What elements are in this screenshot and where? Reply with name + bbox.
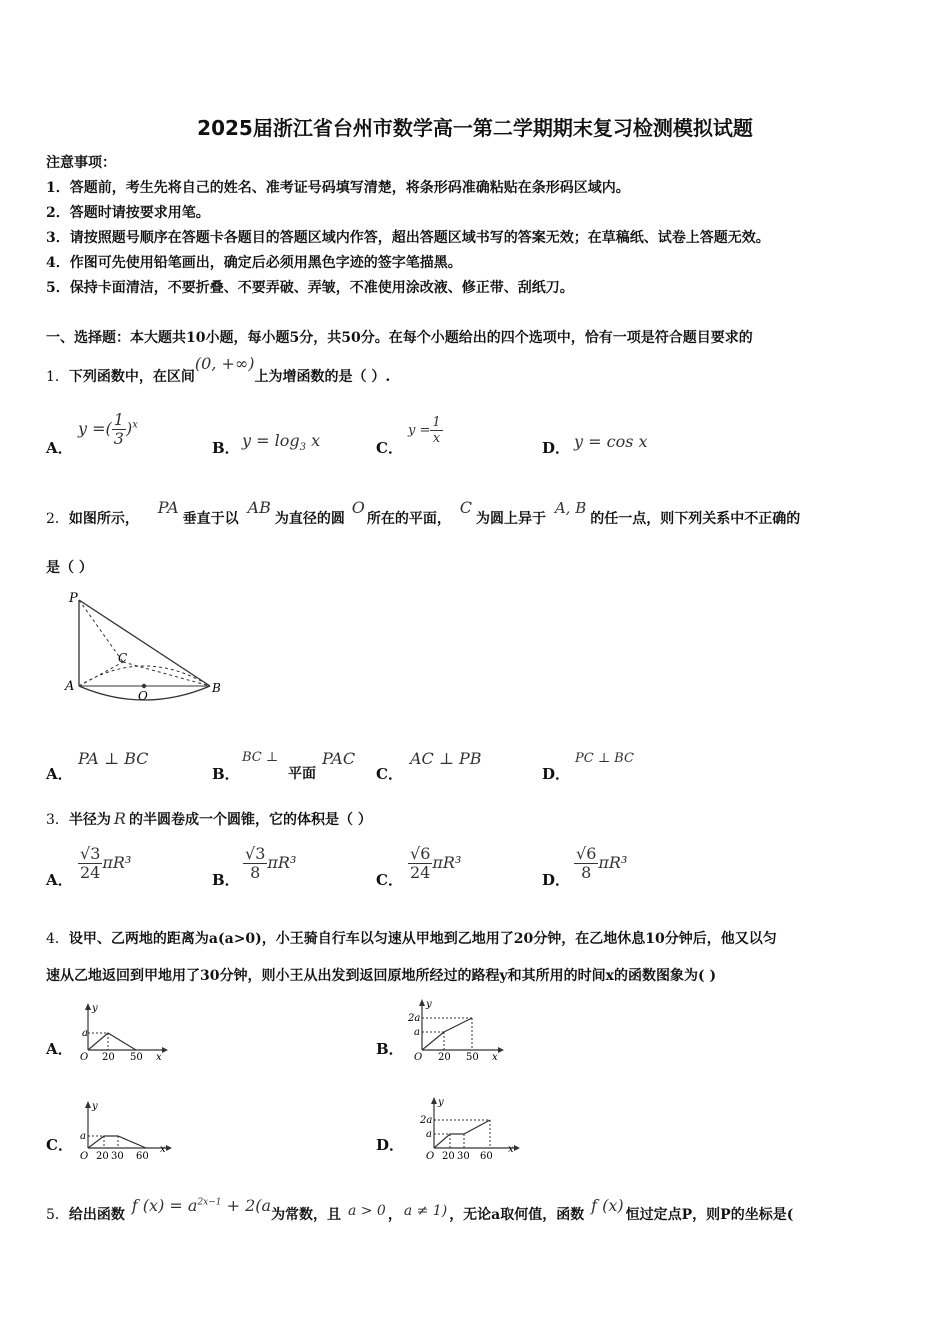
q2-option-b-text: 平面 xyxy=(288,766,316,782)
notice-item: 1．答题前，考生先将自己的姓名、准考证号码填写清楚，将条形码准确粘贴在条形码区域内。 xyxy=(46,180,630,196)
denominator: 24 xyxy=(80,863,101,882)
y-label-a: a xyxy=(82,1028,88,1039)
q1-option-b-expr xyxy=(242,431,320,453)
q3-text: 的半圆卷成一个圆锥，它的体积是（ ） xyxy=(128,812,372,828)
segment-pc xyxy=(79,600,123,662)
y-axis-arrow xyxy=(431,1097,437,1104)
q2-text: 的任一点，则下列关系中不正确的 xyxy=(590,511,801,527)
question-5-stem xyxy=(46,1196,794,1224)
y-axis-arrow xyxy=(85,1101,91,1108)
notice-item: 2．答题时请按要求用笔。 xyxy=(46,205,210,221)
q3-option-b-label[interactable]: B． xyxy=(212,871,240,889)
q2-option-b-expr: BC ⊥ xyxy=(242,750,279,765)
x-tick: 30 xyxy=(457,1151,470,1162)
q5-text: 给出函数 xyxy=(68,1207,125,1223)
q1-text-pre: 下列函数中，在区间 xyxy=(68,369,195,385)
q1-option-c-label[interactable]: C． xyxy=(376,439,403,457)
q2-text: 为圆上异于 xyxy=(475,511,546,527)
x-tick: 20 xyxy=(96,1151,109,1162)
q1-option-a-label[interactable]: A． xyxy=(46,439,73,457)
denominator: x xyxy=(432,431,441,446)
origin-label: O xyxy=(426,1151,435,1162)
q1-interval: (0, +∞) xyxy=(194,354,255,373)
question-4-stem-line2: 速从乙地返回到甲地用了30分钟，则小王从出发到返回原地所经过的路程y和其所用的时间x的函数图象为( ) xyxy=(46,968,717,984)
x-axis-arrow xyxy=(162,1047,168,1053)
x-tick: 20 xyxy=(442,1151,455,1162)
notice-item: 4．作图可先使用铅笔画出，确定后必须用黑色字迹的签字笔描黑。 xyxy=(46,255,462,271)
question-number: 4． xyxy=(46,931,69,947)
fraction xyxy=(243,845,267,882)
exponent: 2x−1 xyxy=(197,1197,222,1208)
q4-graph-d xyxy=(420,1096,520,1164)
expr-tail: πR³ xyxy=(102,853,132,872)
q2-math: C xyxy=(459,498,472,517)
y-label-2a: 2a xyxy=(408,1013,421,1024)
numerator: √3 xyxy=(245,844,266,863)
question-1-stem xyxy=(46,354,391,386)
x-axis-label: x xyxy=(156,1052,162,1062)
q3-option-b-expr xyxy=(243,845,296,882)
q3-text: 半径为 xyxy=(68,812,111,828)
numerator: √6 xyxy=(576,844,597,863)
q5-text: 恒过定点P，则P的坐标是( xyxy=(625,1207,794,1223)
label-c: C xyxy=(118,651,128,665)
y-axis-label: y xyxy=(92,1003,98,1014)
expr-tail: πR³ xyxy=(432,853,462,872)
q4-graph-c xyxy=(76,1100,172,1162)
question-number: 1． xyxy=(46,369,69,385)
x-tick: 20 xyxy=(102,1052,115,1062)
graph-line xyxy=(88,1033,136,1050)
page-title: 2025届浙江省台州市数学高一第二学期期末复习检测模拟试题 xyxy=(197,116,753,140)
numerator: √3 xyxy=(80,844,101,863)
denominator: 3 xyxy=(113,429,124,448)
denominator: 24 xyxy=(410,863,431,882)
question-2-stem xyxy=(46,498,801,528)
q2-option-a-label[interactable]: A． xyxy=(46,765,73,783)
q2-option-b-label[interactable]: B． xyxy=(212,765,240,783)
q2-text: 如图所示， xyxy=(68,511,139,527)
x-tick: 50 xyxy=(466,1052,479,1062)
q3-option-a-label[interactable]: A． xyxy=(46,871,73,889)
y-label-a: a xyxy=(80,1131,86,1142)
expr-part: y = log xyxy=(242,431,300,450)
y-label-2a: 2a xyxy=(420,1115,433,1126)
fraction xyxy=(408,845,432,882)
q2-text: 所在的平面， xyxy=(366,511,451,527)
exponent: x xyxy=(132,419,138,431)
q1-text-post: 上为增函数的是（ ）. xyxy=(254,369,391,385)
q2-option-b-expr2: PAC xyxy=(322,749,356,768)
x-tick: 30 xyxy=(111,1151,124,1162)
x-axis-arrow xyxy=(514,1145,520,1151)
expr-part: f (x) = a xyxy=(131,1196,198,1215)
origin-label: O xyxy=(80,1052,89,1062)
question-2-stem-line2: 是（ ） xyxy=(46,560,93,576)
q4-option-c-label[interactable]: C． xyxy=(46,1136,73,1154)
x-tick: 60 xyxy=(480,1151,493,1162)
question-number: 5． xyxy=(46,1207,69,1223)
q5-condition: a > 0 xyxy=(347,1203,386,1219)
q4-option-d-label[interactable]: D． xyxy=(376,1136,405,1154)
q2-math: A, B xyxy=(554,499,587,517)
numerator: 1 xyxy=(113,410,124,429)
x-axis-label: x xyxy=(160,1144,166,1155)
q5-text: ， xyxy=(387,1207,402,1223)
q2-math: PA xyxy=(157,498,179,517)
y-axis-label: y xyxy=(426,999,432,1010)
circle-back-arc xyxy=(79,666,210,686)
y-axis-arrow xyxy=(419,999,425,1006)
q5-text: 为常数，且 xyxy=(271,1207,342,1223)
y-label-a: a xyxy=(414,1027,420,1038)
q2-option-d-label[interactable]: D． xyxy=(542,765,571,783)
denominator: 8 xyxy=(250,863,261,882)
x-axis-label: x xyxy=(508,1144,514,1155)
label-o: O xyxy=(138,689,148,703)
q4-graph-b xyxy=(408,998,504,1062)
graph-line xyxy=(422,1018,472,1050)
x-axis-label: x xyxy=(492,1052,498,1062)
fraction xyxy=(430,415,442,446)
y-axis-arrow xyxy=(85,1003,91,1010)
subscript: 3 xyxy=(299,442,306,454)
q3-option-d-expr xyxy=(574,845,627,882)
label-b: B xyxy=(212,681,221,695)
q4-graph-a xyxy=(76,1002,168,1062)
question-4-stem xyxy=(46,928,777,948)
question-number: 2． xyxy=(46,511,69,527)
q1-option-b-label[interactable]: B． xyxy=(212,439,240,457)
q3-option-a-expr xyxy=(78,845,131,882)
denominator: 8 xyxy=(581,863,592,882)
segment-pb xyxy=(79,600,210,686)
q3-option-c-label[interactable]: C． xyxy=(376,871,403,889)
fraction xyxy=(78,845,102,882)
q5-condition: a ≠ 1) xyxy=(403,1203,448,1219)
expr-part: ) xyxy=(125,419,133,438)
origin-label: O xyxy=(80,1151,89,1162)
label-a: A xyxy=(65,679,75,694)
x-tick: 60 xyxy=(136,1151,149,1162)
fraction xyxy=(112,411,126,448)
q4-text: 设甲、乙两地的距离为a(a>0)，小王骑自行车以匀速从甲地到乙地用了20分钟，在乙地休息10分钟后，他又以匀 xyxy=(68,931,777,947)
question-number: 3． xyxy=(46,812,69,828)
question-3-stem xyxy=(46,809,372,829)
q4-option-b-label[interactable]: B． xyxy=(376,1040,404,1058)
expr-part: x xyxy=(305,431,321,450)
q3-option-c-expr xyxy=(408,845,461,882)
q2-text: 为直径的圆 xyxy=(274,511,345,527)
center-point xyxy=(142,684,146,688)
numerator: 1 xyxy=(432,415,441,430)
q2-option-c-label[interactable]: C． xyxy=(376,765,403,783)
x-tick: 50 xyxy=(130,1052,143,1062)
segment-cb xyxy=(123,662,210,686)
q1-option-d-label[interactable]: D． xyxy=(542,439,571,457)
y-axis-label: y xyxy=(438,1097,444,1108)
q2-math: O xyxy=(351,498,365,517)
section-heading: 一、选择题：本大题共10小题，每小题5分，共50分。在每个小题给出的四个选项中，恰有一项是符合题目要求的 xyxy=(46,330,753,346)
q1-option-a-expr xyxy=(78,411,138,448)
expr-part: y =( xyxy=(78,419,112,438)
expr-tail: πR³ xyxy=(598,853,628,872)
expr-part: y = xyxy=(408,423,431,438)
q2-option-c-expr: AC ⊥ PB xyxy=(410,749,482,768)
q5-text: ，无论a取何值，函数 xyxy=(449,1207,585,1223)
q3-math: R xyxy=(113,809,126,828)
x-axis-arrow xyxy=(166,1145,172,1151)
x-tick: 20 xyxy=(438,1052,451,1062)
notice-item: 3．请按照题号顺序在答题卡各题目的答题区域内作答，超出答题区域书写的答案无效；在草稿纸、试卷上答题无效。 xyxy=(46,230,770,246)
expr-part: + 2(a xyxy=(221,1196,272,1215)
fraction xyxy=(574,845,598,882)
q2-math: AB xyxy=(247,498,271,517)
q5-function: f (x) xyxy=(591,1196,624,1215)
y-label-a: a xyxy=(426,1129,432,1140)
graph-line xyxy=(88,1136,146,1148)
q2-option-d-expr: PC ⊥ BC xyxy=(575,751,634,766)
q1-option-c-expr xyxy=(408,415,443,446)
y-axis-label: y xyxy=(92,1101,98,1112)
q2-option-a-expr: PA ⊥ BC xyxy=(78,749,149,768)
x-axis-arrow xyxy=(498,1047,504,1053)
q5-function-expr xyxy=(132,1196,271,1215)
origin-label: O xyxy=(414,1052,423,1062)
q3-option-d-label[interactable]: D． xyxy=(542,871,571,889)
expr-tail: πR³ xyxy=(267,853,297,872)
q2-cone-figure xyxy=(60,586,230,706)
q1-option-d-expr: y = cos x xyxy=(574,432,648,451)
label-p: P xyxy=(69,591,78,606)
numerator: √6 xyxy=(410,844,431,863)
notice-heading: 注意事项： xyxy=(46,155,116,171)
q2-text: 垂直于以 xyxy=(182,511,239,527)
q4-option-a-label[interactable]: A． xyxy=(46,1040,73,1058)
notice-item: 5．保持卡面清洁，不要折叠、不要弄破、弄皱，不准使用涂改液、修正带、刮纸刀。 xyxy=(46,280,574,296)
